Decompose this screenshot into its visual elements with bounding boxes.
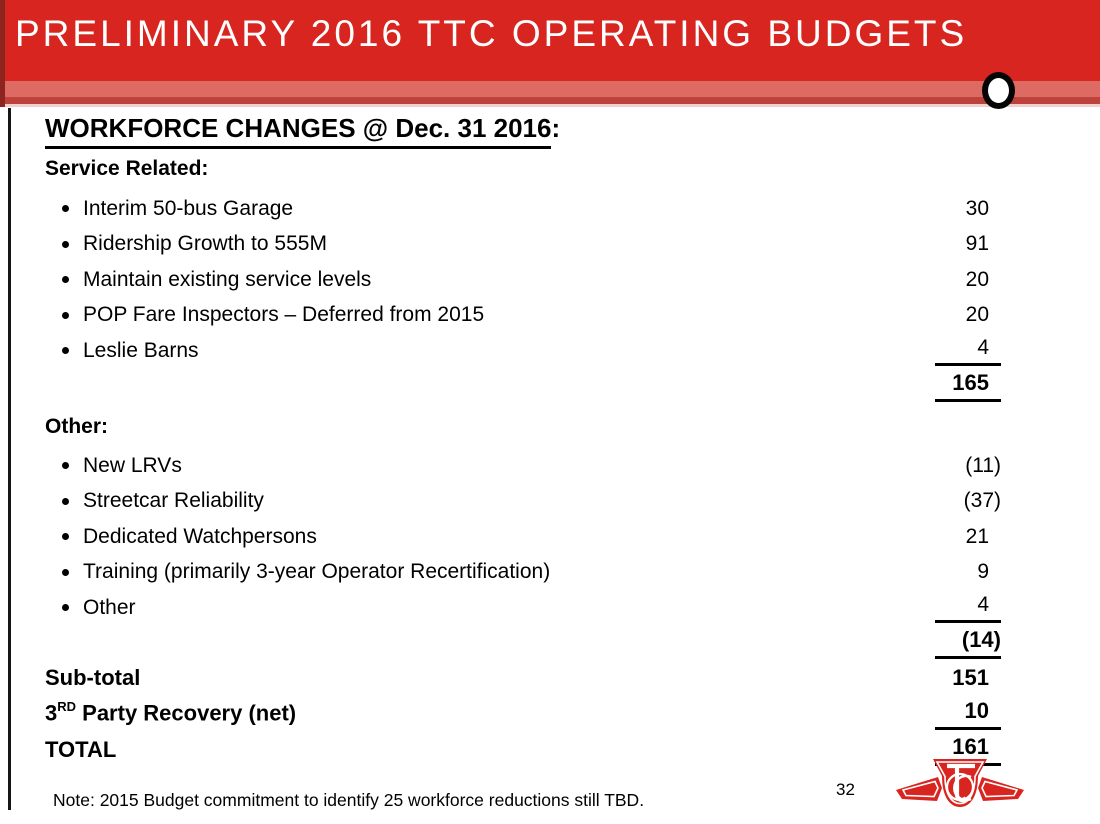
subtotal-row (45, 660, 1001, 696)
list-item (45, 298, 1001, 334)
list-item-value: 20 (965, 303, 989, 327)
list-item (45, 191, 1001, 227)
third-party-recovery-value: 10 (881, 698, 1001, 730)
list-item-label: Interim 50-bus Garage (83, 196, 294, 220)
header-stripe-light (0, 81, 1100, 97)
total-value: 161 (881, 734, 1001, 766)
list-item-label: Leslie Barns (83, 338, 199, 362)
page-title-colon: : (551, 113, 561, 143)
list-item-value: 91 (965, 232, 989, 256)
header-stripe-dark (0, 97, 1100, 104)
subtotal-label: Sub-total (45, 664, 141, 690)
total-row (45, 732, 1001, 768)
list-item-value: 4 (881, 336, 1001, 366)
list-item (45, 484, 1001, 520)
summary-block (45, 660, 1001, 768)
page-title-underlined: WORKFORCE CHANGES @ Dec. 31 2016 (45, 113, 551, 149)
bullet-icon (62, 569, 69, 576)
bullet-icon (62, 604, 69, 611)
left-border-line (8, 108, 11, 810)
header-left-edge (0, 0, 5, 107)
slide-content (45, 113, 1001, 812)
list-item-value: 20 (965, 267, 989, 291)
list-item-value: (11) (965, 453, 1001, 477)
list-item (45, 555, 1001, 591)
list-item-label: Maintain existing service levels (83, 267, 372, 291)
footnote: Note: 2015 Budget commitment to identify 25 workforce reductions still TBD. (53, 789, 645, 810)
section-label-service-related: Service Related: (45, 157, 209, 180)
bullet-icon (62, 462, 69, 469)
section-total-row (45, 369, 1001, 405)
list-item-value: 9 (977, 560, 989, 584)
section-total-value: 165 (881, 370, 1001, 402)
page-title (45, 113, 1001, 151)
list-item-label: Other (83, 595, 136, 619)
page-number: 32 (836, 780, 855, 799)
bullet-icon (62, 312, 69, 319)
list-item-label: New LRVs (83, 453, 182, 477)
section-label-other: Other: (45, 415, 108, 438)
bullet-icon (62, 498, 69, 505)
header-band (0, 0, 1100, 81)
list-item-value: 4 (881, 593, 1001, 623)
total-label: TOTAL (45, 736, 117, 762)
bullet-icon (62, 347, 69, 354)
list-item (45, 333, 1001, 369)
third-party-recovery-row (45, 696, 1001, 732)
list-item (45, 448, 1001, 484)
list-item-label: POP Fare Inspectors – Deferred from 2015 (83, 303, 485, 327)
circle-marker-icon (982, 72, 1015, 109)
section-total-row (45, 626, 1001, 660)
header-stripe-pale (0, 104, 1100, 107)
list-item (45, 262, 1001, 298)
bullet-icon (62, 205, 69, 212)
subtotal-value: 151 (952, 664, 989, 690)
service-related-list (45, 191, 1001, 404)
ttc-logo (893, 757, 1027, 815)
list-item-label: Ridership Growth to 555M (83, 232, 327, 256)
bullet-icon (62, 241, 69, 248)
third-party-recovery-label: 3RD Party Recovery (net) (45, 699, 297, 726)
section-total-value: (14) (881, 627, 1001, 659)
bullet-icon (62, 533, 69, 540)
list-item-value: 30 (965, 196, 989, 220)
list-item (45, 227, 1001, 263)
other-list (45, 448, 1001, 660)
bullet-icon (62, 276, 69, 283)
list-item-label: Streetcar Reliability (83, 489, 264, 513)
list-item (45, 590, 1001, 626)
slide-title: PRELIMINARY 2016 TTC OPERATING BUDGETS (15, 13, 968, 54)
list-item-label: Dedicated Watchpersons (83, 524, 317, 548)
ordinal-superscript: RD (57, 699, 77, 715)
list-item-value: 21 (965, 524, 989, 548)
list-item-value: (37) (963, 489, 1001, 513)
list-item (45, 519, 1001, 555)
list-item-label: Training (primarily 3-year Operator Recertification) (83, 560, 551, 584)
